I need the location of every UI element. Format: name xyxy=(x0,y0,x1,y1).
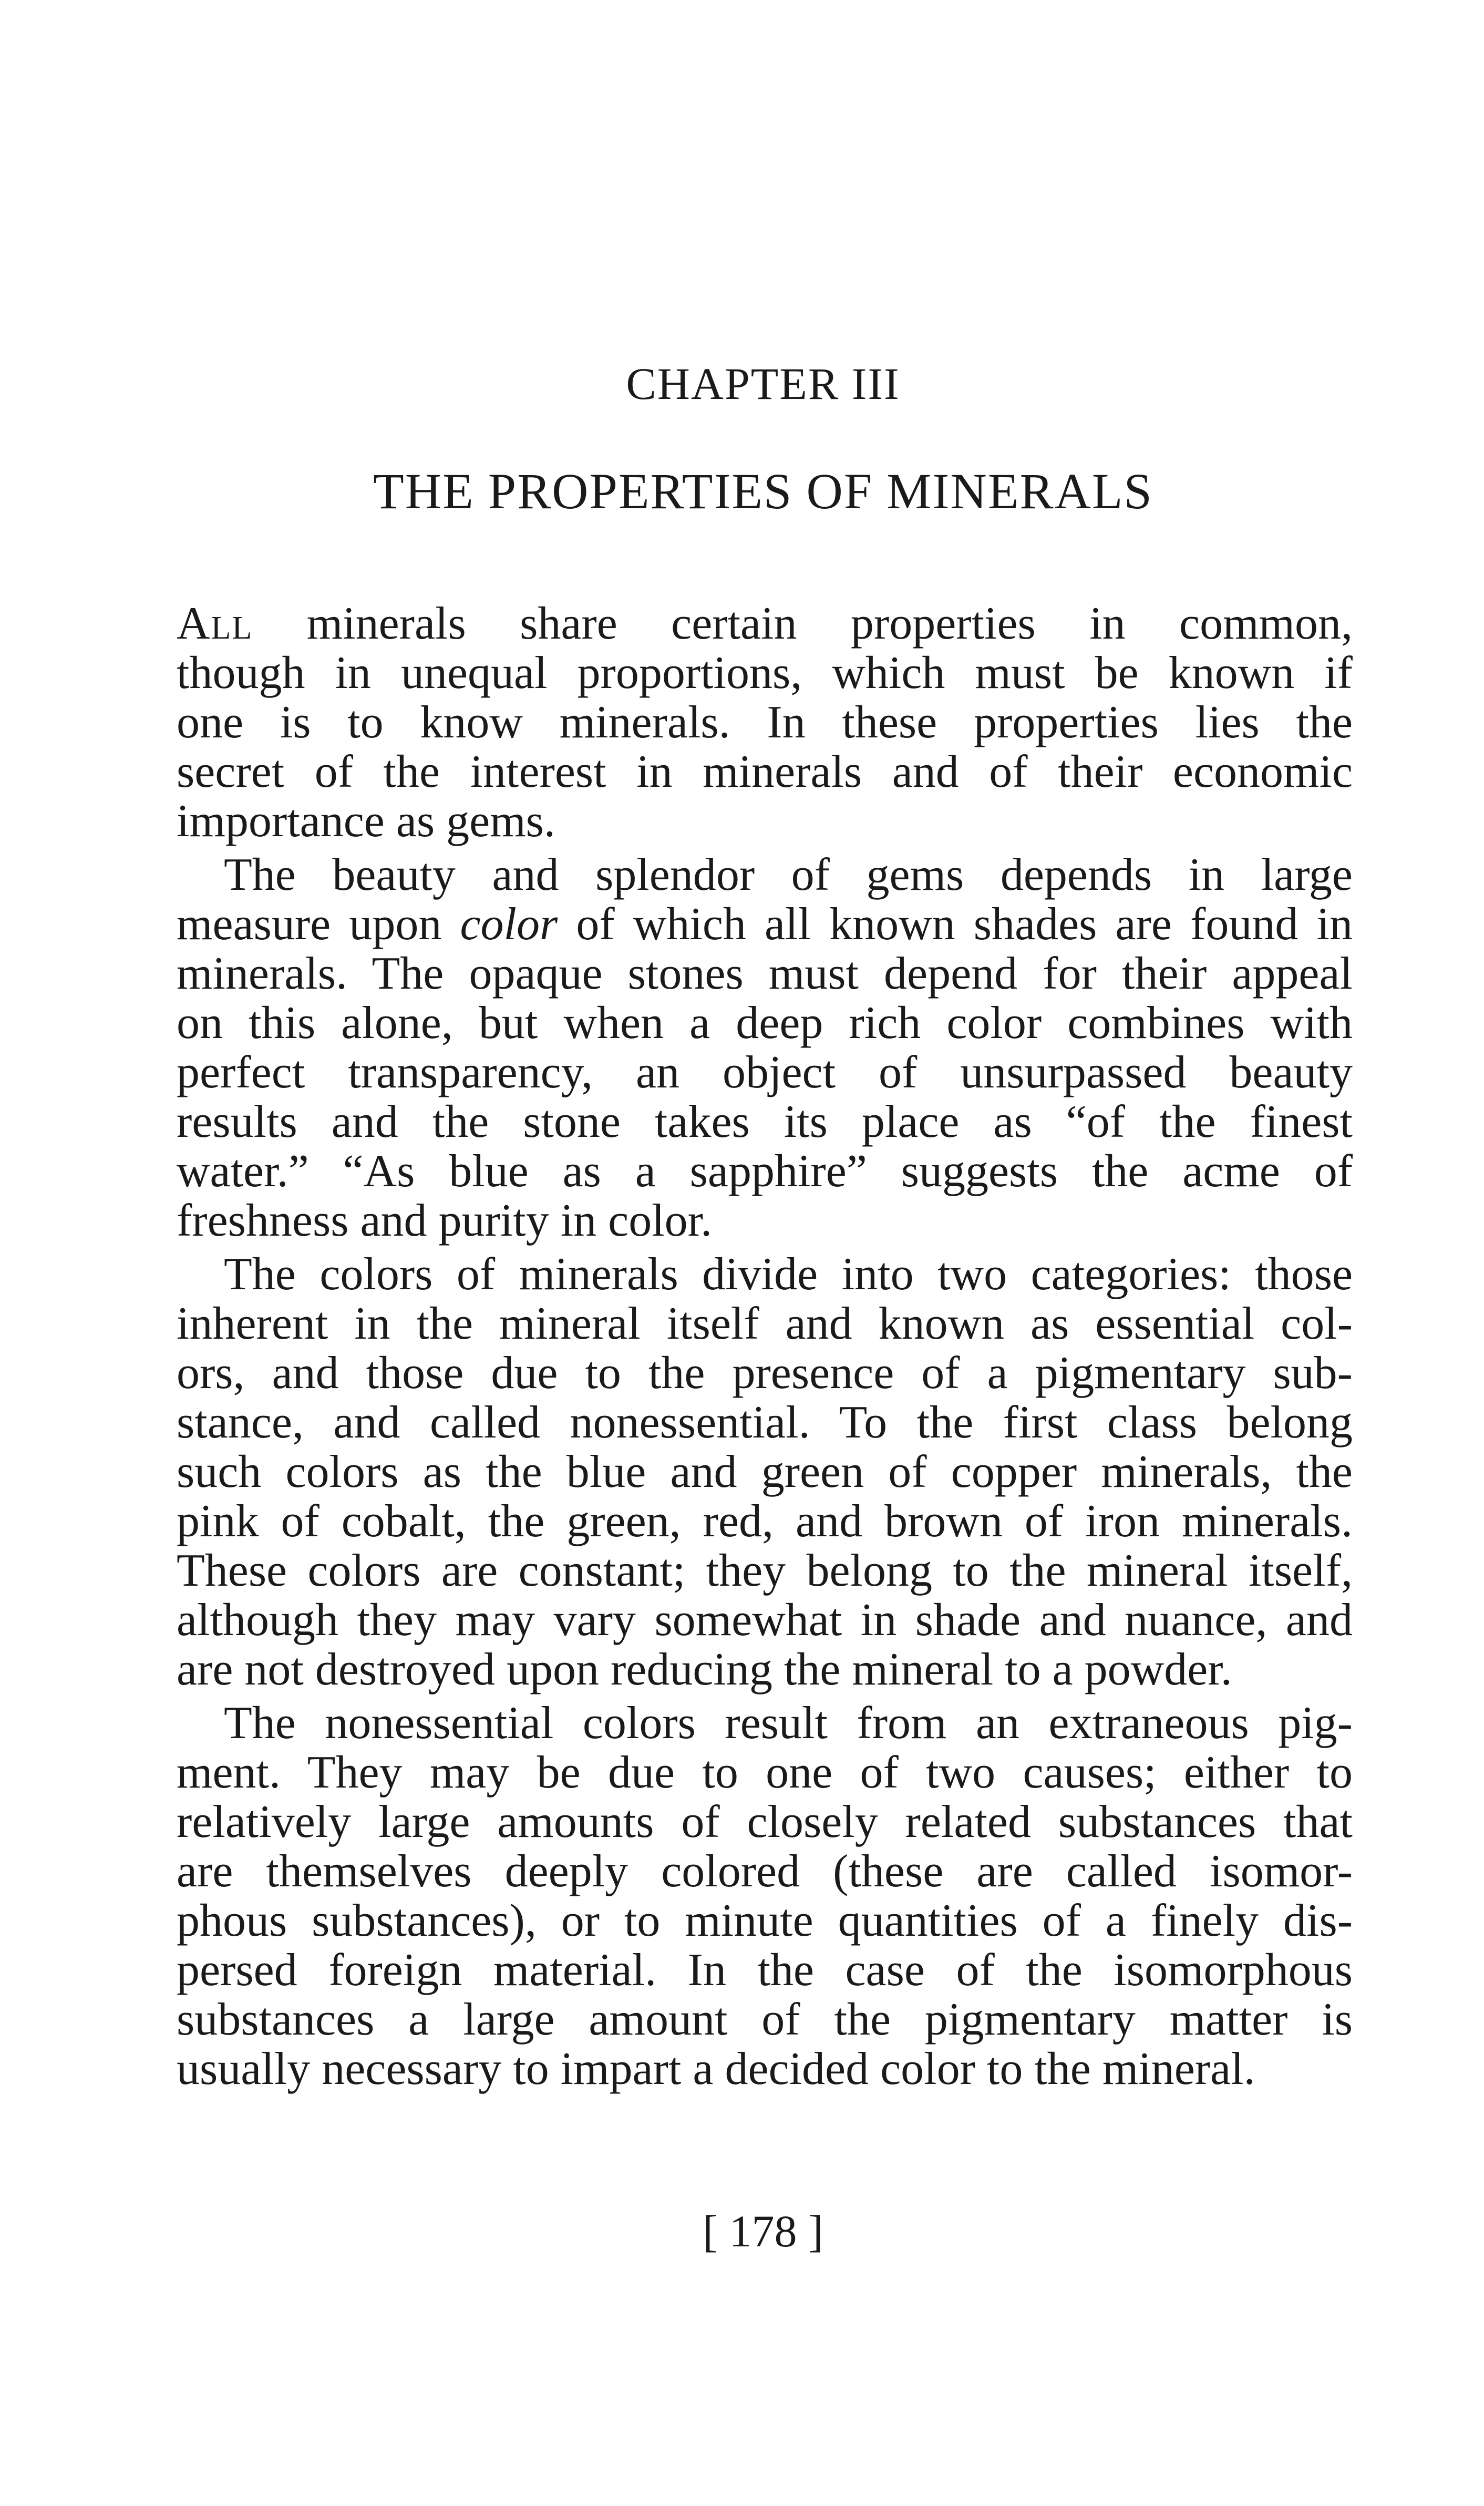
emphasis-word: color xyxy=(460,899,558,950)
text-segment: measure upon xyxy=(177,899,460,950)
text-line: relatively large amounts of closely related substances that xyxy=(177,1796,1353,1847)
text-line: one is to know minerals. In these properties lies the xyxy=(177,697,1353,748)
text-line: perfect transparency, an object of unsurpassed beauty xyxy=(177,1047,1353,1098)
text-line: although they may vary somewhat in shade and nuance, and xyxy=(177,1595,1353,1646)
text-line: importance as gems. xyxy=(177,796,555,847)
chapter-title: THE PROPERTIES OF MINERALS xyxy=(373,463,1153,519)
text-line: secret of the interest in minerals and of their economic xyxy=(177,746,1353,797)
text-line: The beauty and splendor of gems depends in large xyxy=(224,849,1353,900)
body-text xyxy=(177,599,1353,2094)
text-line: The nonessential colors result from an extraneous pig- xyxy=(224,1698,1353,1749)
text-segment: of which all known shades are found in xyxy=(558,899,1353,950)
text-line: substances a large amount of the pigmentary matter is xyxy=(177,1994,1353,2045)
text-line: water.” “As blue as a sapphire” suggests the acme of xyxy=(177,1146,1353,1197)
text-line: are not destroyed upon reducing the mineral to a powder. xyxy=(177,1644,1232,1695)
text-line: freshness and purity in color. xyxy=(177,1195,713,1246)
text-line: results and the stone takes its place as “of the finest xyxy=(177,1096,1353,1147)
text-line xyxy=(177,599,1353,649)
text-line: phous substances), or to minute quantities of a finely dis- xyxy=(177,1895,1353,1946)
chapter-label: CHAPTER III xyxy=(626,358,900,409)
text-line: such colors as the blue and green of copper minerals, the xyxy=(177,1446,1353,1497)
text-line: are themselves deeply colored (these are called isomor- xyxy=(177,1846,1353,1897)
text-line: minerals. The opaque stones must depend for their appeal xyxy=(177,948,1353,999)
text-line: inherent in the mineral itself and known as essential col- xyxy=(177,1298,1353,1349)
page-number: [ 178 ] xyxy=(703,2206,823,2256)
text-line: The colors of minerals divide into two categories: those xyxy=(224,1249,1353,1300)
text-line: pink of cobalt, the green, red, and brown of iron minerals. xyxy=(177,1496,1353,1547)
text-line: stance, and called nonessential. To the first class belong xyxy=(177,1397,1353,1448)
text-segment: minerals share certain properties in common, xyxy=(253,598,1353,649)
text-line: though in unequal proportions, which must be known if xyxy=(177,648,1353,699)
lead-word: All xyxy=(177,598,253,649)
text-line: usually necessary to impart a decided color to the mineral. xyxy=(177,2043,1255,2094)
text-line: These colors are constant; they belong to the mineral itself, xyxy=(177,1545,1353,1596)
text-line xyxy=(177,900,1353,949)
text-line: ors, and those due to the presence of a pigmentary sub- xyxy=(177,1348,1353,1399)
text-line: ment. They may be due to one of two causes; either to xyxy=(177,1747,1353,1798)
text-line: on this alone, but when a deep rich color combines with xyxy=(177,998,1353,1049)
text-line: persed foreign material. In the case of the isomorphous xyxy=(177,1945,1353,1996)
